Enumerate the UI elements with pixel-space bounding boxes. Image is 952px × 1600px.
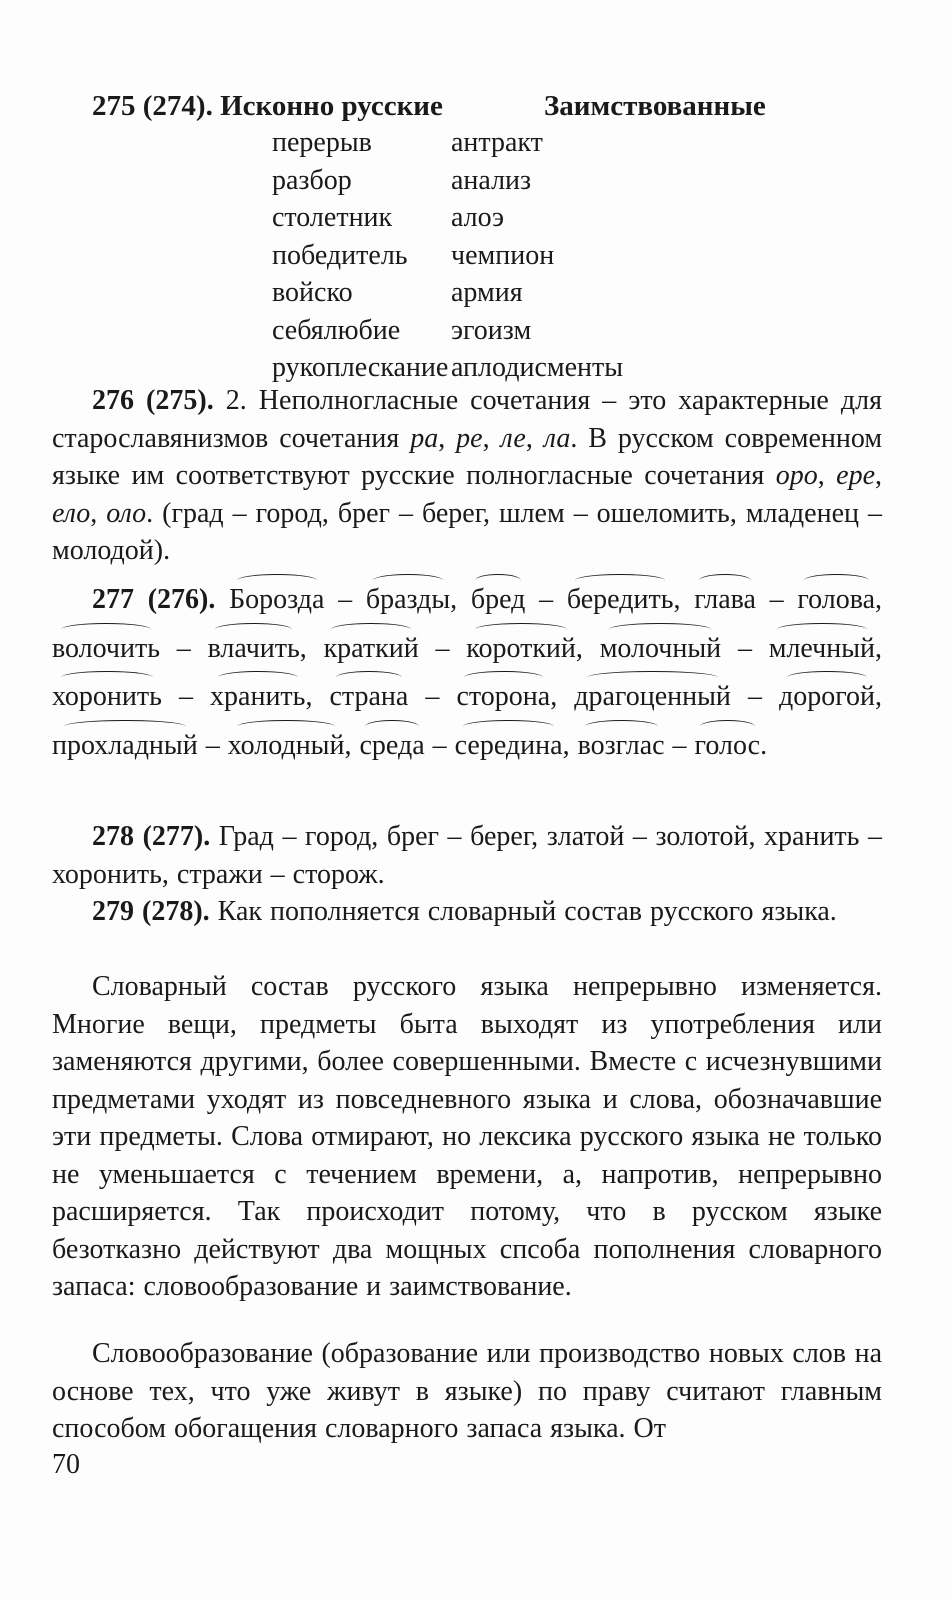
exercise-279-paragraph-2: Словообразование (образование или производство новых слов на основе тех, что уже живут в языке) по праву считают главным способом обогащения словарного запаса языка. От: [52, 1338, 882, 1444]
exercise-276: [52, 382, 882, 570]
exercise-275-title: [92, 88, 544, 124]
exercise-278: [52, 818, 882, 893]
native-word: себялюбие: [272, 314, 401, 346]
borrowed-word: эгоизм: [451, 314, 532, 346]
exercise-275: [92, 88, 882, 387]
exercise-number: 278 (277).: [92, 821, 211, 852]
separator: ,: [875, 632, 883, 664]
separator: ,: [875, 681, 883, 712]
marked-word: голова: [797, 576, 875, 625]
marked-word: хоронить: [52, 673, 162, 722]
exercise-278-text: Град – город, брег – берег, златой – золотой, хранить – хоронить, стражи – сторож.: [52, 821, 883, 890]
borrowed-word: чемпион: [451, 239, 555, 271]
marked-word: короткий: [466, 625, 576, 674]
native-word: перерыв: [272, 127, 372, 158]
exercise-279-title: Как пополняется словарный состав русского языка.: [217, 896, 837, 927]
separator: ,: [875, 584, 883, 615]
separator: ,: [299, 632, 324, 664]
combination: ла: [543, 422, 571, 454]
separator: –: [418, 632, 467, 664]
marked-word: млечный: [769, 625, 875, 674]
marked-word: Борозда: [229, 576, 324, 625]
exercise-276-text: . (град – город, брег – берег, шлем – ошеломить, младенец – молодой).: [52, 497, 883, 566]
native-word: разбор: [272, 164, 352, 196]
marked-word: влачить: [208, 625, 300, 674]
borrowed-words-column: [432, 124, 623, 387]
separator: .: [760, 729, 768, 761]
combination: ра: [410, 422, 439, 454]
separator: ,: [562, 729, 578, 761]
exercise-number: 279 (278).: [92, 896, 210, 927]
marked-word: бередить: [567, 576, 674, 625]
separator: ,: [305, 681, 330, 712]
marked-word: возглас: [578, 722, 665, 771]
marked-word: холодный: [228, 722, 345, 771]
separator: –: [730, 681, 779, 712]
combination: ере: [836, 460, 875, 491]
separator: –: [408, 681, 457, 712]
separator: ,: [450, 584, 471, 615]
separator: –: [424, 729, 455, 761]
borrowed-column-header: Заимствованные: [544, 90, 766, 122]
marked-word: молочный: [600, 625, 721, 674]
separator: ,: [482, 422, 501, 454]
separator: –: [664, 729, 695, 761]
combination: ле: [500, 422, 526, 454]
marked-word: дорогой: [779, 673, 875, 722]
borrowed-word: антракт: [451, 127, 543, 158]
combination: оло: [106, 497, 147, 529]
native-column-header: Исконно русские: [220, 90, 443, 122]
combination: ело: [52, 497, 91, 529]
marked-word: сторона: [456, 673, 550, 722]
native-word: войско: [272, 277, 353, 308]
combination: оро: [775, 460, 818, 491]
separator: –: [721, 632, 769, 664]
exercise-279-heading: [52, 893, 882, 931]
exercise-277: [52, 576, 882, 770]
native-word: победитель: [272, 239, 408, 271]
exercise-number: 277 (276).: [92, 584, 216, 615]
separator: ,: [875, 460, 882, 491]
combination: ре: [456, 422, 483, 454]
separator: ,: [817, 460, 837, 491]
exercise-279-paragraph-1: Словарный состав русского языка непрерывно изменяется. Многие вещи, предметы быта выходят из употребления или заменяются другими, более совершенными. Вместе с исчезнувшими предметами уходят из повседневного языка и слова, обозначавшие эти предметы. Слова отмирают, но лексика русского языка не только не уменьшается с течением времени, а, напротив, непрерывно расширяется. Так происходит потому, что в русском языке безотказно действуют два мощных спсоба пополнения словарного запаса: словообразование и заимствование.: [52, 971, 882, 1302]
borrowed-word: анализ: [451, 164, 532, 196]
separator: –: [159, 632, 208, 664]
word-table: [92, 124, 882, 387]
marked-word: среда: [359, 722, 424, 771]
separator: ,: [90, 497, 107, 529]
marked-word: середина: [455, 722, 563, 771]
separator: ,: [344, 729, 360, 761]
separator: ,: [438, 422, 457, 454]
marked-word: голос: [695, 722, 761, 771]
separator: –: [324, 584, 366, 615]
separator: ,: [575, 632, 600, 664]
page-number: 70: [52, 1449, 80, 1480]
borrowed-word: алоэ: [451, 202, 505, 233]
marked-word: драгоценный: [574, 673, 731, 722]
separator: –: [161, 681, 211, 712]
exercise-number: 275 (274).: [92, 90, 213, 122]
marked-word: краткий: [324, 625, 419, 674]
separator: ,: [525, 422, 544, 454]
exercise-number: 276 (275).: [92, 385, 214, 416]
native-word: столетник: [272, 202, 393, 233]
marked-word: прохладный: [52, 722, 198, 771]
exercise-276-text: 2. Неполногласные сочетания – это характерные для старославянизмов сочетания: [52, 385, 883, 454]
marked-word: страна: [330, 673, 409, 722]
exercise-275-header: [92, 88, 882, 124]
marked-word: глава: [694, 576, 756, 625]
borrowed-word: армия: [451, 277, 523, 308]
borrowed-word: аплодисменты: [451, 352, 624, 383]
separator: –: [755, 584, 798, 615]
separator: –: [197, 729, 228, 761]
marked-word: бразды: [366, 576, 450, 625]
separator: ,: [550, 681, 575, 712]
native-word: рукоплескание: [272, 352, 449, 383]
marked-word: бред: [471, 576, 526, 625]
separator: ,: [673, 584, 695, 615]
marked-word: волочить: [52, 625, 160, 674]
marked-word: хранить: [210, 673, 305, 722]
native-words-column: [92, 124, 449, 387]
exercise-276-text: . В русском современном языке им соответствуют русские полногласные сочетания: [52, 422, 883, 491]
separator: –: [525, 584, 567, 615]
